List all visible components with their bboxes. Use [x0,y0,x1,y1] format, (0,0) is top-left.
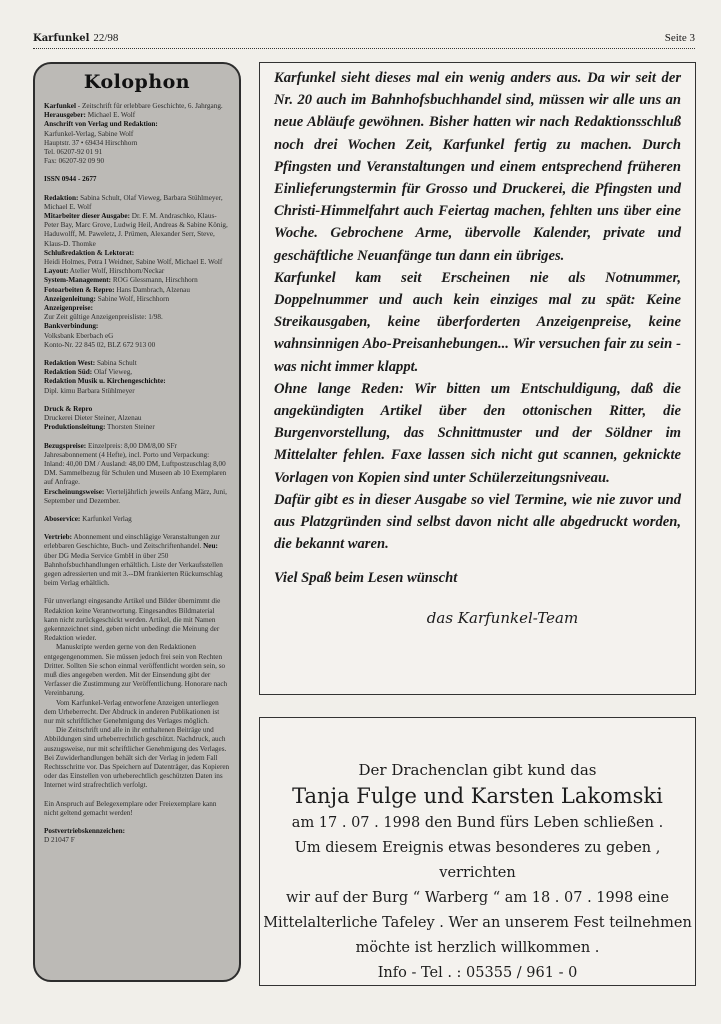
editorial-signature: das Karfunkel-Team [426,608,579,627]
colophon-post: D 21047 F [44,836,75,845]
colophon-bank-label: Bankverbindung: [44,322,99,331]
colophon-legal-2: Manuskripte werden gerne von den Redaktionen entgegengenommen. Sie müssen jedoch frei sein von Rechten Dritter. Sollten Sie schon einmal veröffentlicht worden sein, so muß dies angegeben werden. Mit der Einsendung gibt der Verfasser die Zustimmung zur Veröffentlichung. Honorare nach Vereinbarung. [44,643,228,698]
editorial-paragraph-4: Dafür gibt es in dieser Ausgabe so viel Termine, wie nie zuvor und aus Platzgründen sind selbst davon nicht alle abgedruckt worden, die bekannt waren. [274,491,681,553]
colophon-panel [33,62,241,982]
announcement-line-3: am 17 . 07 . 1998 den Bund fürs Leben schließen . [291,815,664,831]
colophon-anzeigenpreise-label: Anzeigenpreise: [44,304,93,313]
colophon-address-1: Karfunkel-Verlag, Sabine Wolf [44,129,134,138]
colophon-fax: Fax: 06207-92 09 90 [44,157,105,166]
colophon-erscheinung: Erscheinungsweise: Vierteljährlich jeweils Anfang März, Juni, September und Dezember. [44,487,227,505]
colophon-sysman: System-Management: ROG Glessmann, Hirschhorn [44,276,198,285]
colophon-bank-1: Volksbank Eberbach eG [44,331,114,340]
colophon-tel: Tel. 06207-92 01 91 [44,148,103,157]
colophon-produktion: Produktionsleitung: Thorsten Steiner [44,423,155,432]
editorial-box [259,62,696,695]
page-header [33,30,695,49]
editorial-paragraph-3: Ohne lange Reden: Wir bitten um Entschuldigung, daß die angekündigten Artikel über den ottonischen Ritter, die Burgenvorstellung, das Schnittmuster und der Söldner im Mittelalter fehlen. Faxe lassen sich nicht gut scannen, geknickte Vorlagen von Kopien sind unter Schülerzeitungsniveau. [274,380,681,486]
colophon-bezug: Bezugspreise: Einzelpreis: 8,00 DM/8,00 SFr Jahresabonnement (4 Hefte), incl. Porto und Verpackung: Inland: 40,00 DM / Ausland: 48,00 DM, Luftpostzuschlag 8,00 DM. Sammelbezug für Schulen und Museen ab 10 Exemplaren auf Anfrage. [44,441,227,487]
colophon-redaktion: Redaktion: Sabina Schult, Olaf Vieweg, Barbara Stühlmeyer, Michael E. Wolf [44,193,223,211]
announcement-line-1: Der Drachenclan gibt kund das [358,761,597,779]
colophon-intro: Karfunkel - Zeitschrift für erlebbare Geschichte, 6. Jahrgang. [44,102,223,110]
colophon-musik: Dipl. kimu Barbara Stühlmeyer [44,386,135,395]
colophon-address-2: Hauptstr. 37 • 69434 Hirschhorn [44,138,138,147]
colophon-beleg: Ein Anspruch auf Belegexemplare oder Freiexemplare kann nicht geltend gemacht werden! [44,799,217,817]
colophon-mitarbeiter: Mitarbeiter dieser Ausgabe: Dr. F. M. Andraschko, Klaus-Peter Bay, Marc Grove, Ludwig Heil, Andreas & Sabine König, Haduwolff, M. Paweletz, J. Prümen, Alexander Serr, Steve, Klaus-D. Thomke [44,212,228,248]
colophon-lektorat-label: Schlußredaktion & Lektorat: [44,248,135,257]
colophon-legal-1: Für unverlangt eingesandte Artikel und Bilder übernimmt die Redaktion keine Verantwortung. Eingesandtes Bildmaterial kann nicht zurückgeschickt werden. Artikel, die mit Namen gekennzeichnet sind, geben nicht unbedingt die Meinung der Redaktion wieder. [44,597,221,643]
editorial-closing: Viel Spaß beim Lesen wünscht [274,570,458,587]
header-brand: Karfunkel [33,33,90,44]
colophon-foto: Fotoarbeiten & Repro: Hans Dambrach, Alzenau [44,285,190,294]
header-issue [33,32,118,44]
colophon-legal-4: Die Zeitschrift und alle in ihr enthaltenen Beiträge und Abbildungen sind urheberrechtlich geschützt. Nachdruck, auch auszugsweise, nur mit schriftlicher Genehmigung des Verlages. Bei Zuwiderhandlungen behält sich der Verlag in jedem Fall Rechtsschritte vor. Das Speichern auf Datenträger, das Kopieren oder das Einstellen von urheberechtlich geschützten Daten ins Internet wird strafrechtlich verfolgt. [44,726,230,790]
editorial-paragraph-1: Karfunkel sieht dieses mal ein wenig anders aus. Da wir seit der Nr. 20 auch im Bahnhofsbuchhandel sind, müssen wir alle uns an neue Abläufe gewöhnen. Bisher hatten wir nach Redaktionsschluß noch drei Wochen Zeit, Karfunkel fertig zu machen. Durch Pfingsten und Veranstaltungen und einem entsprechend früheren Einlieferungstermin für Grosso und Druckerei, die Pfingsten und Christi-Himmelfahrt auch Feiertag machen, fehlten uns über eine Woche. Gebrochene Arme, übervolle Kalender, private und geschäftliche Neuanfänge tun dann ein übriges. [274,70,681,264]
colophon-druck: Druckerei Dieter Steiner, Alzenau [44,414,142,423]
announcement-line-4: Um diesem Ereignis etwas besonderes zu geben , verrichten [294,840,661,881]
page-number: Seite 3 [664,32,695,44]
colophon-abo: Aboservice: Karfunkel Verlag [44,514,132,523]
colophon-druck-label: Druck & Repro [44,404,93,413]
editorial-paragraph-2: Karfunkel kam seit Erscheinen nie als Notnummer, Doppelnummer und auch kein einziges mal zu spät: Keine Streikausgaben, keine überforderten Anzeigenpreise, keine wahnsinnigen Abo-Preisanhebungen... Wir versuchen fair zu sein - was nicht immer klappt. [274,269,681,375]
colophon-sued: Redaktion Süd: Olaf Vieweg, [44,368,133,377]
colophon-issn: ISSN 0944 - 2677 [44,175,97,184]
colophon-anzeigenleitung: Anzeigenleitung: Sabine Wolf, Hirschhorn [44,294,170,303]
colophon-west: Redaktion West: Sabina Schult [44,359,137,368]
colophon-bank-2: Konto-Nr. 22 845 02, BLZ 672 913 00 [44,340,156,349]
colophon-lektorat: Heidi Holmes, Petra I Weidner, Sabine Wolf, Michael E. Wolf [44,258,223,267]
colophon-post-label: Postvertriebskennzeichen: [44,827,126,836]
colophon-anzeigenpreise: Zur Zeit gültige Anzeigenpreisliste: 1/98. [44,313,163,322]
announcement-line-6: Mittelalterliche Tafeley . Wer an unserem Fest teilnehmen [263,915,692,931]
announcement-contact: Info - Tel . : 05355 / 961 - 0 [377,965,578,981]
colophon-publisher: Herausgeber: Michael E. Wolf [44,111,136,120]
colophon-musik-label: Redaktion Musik u. Kirchengeschichte: [44,377,166,386]
announcement-line-7: möchte ist herzlich willkommen . [355,940,600,956]
header-issue-number: 22/98 [93,32,119,44]
announcement-line-5: wir auf der Burg “ Warberg “ am 18 . 07 . 1998 eine [286,890,669,906]
colophon-legal-3: Vom Karfunkel-Verlag entworfene Anzeigen unterliegen dem Urheberrecht. Der Abdruck in anderen Publikationen ist nur mit schriftlicher Genehmigung des Verlages möglich. [44,698,220,725]
colophon-title: Kolophon [83,71,191,93]
wedding-announcement [259,717,696,986]
colophon-address-label: Anschrift von Verlag und Redaktion: [44,120,158,129]
colophon-vertrieb: Vertrieb: Abonnement und einschlägige Veranstaltungen zur erlebbaren Geschichte, Buch- und Zeitschriftenhandel. Neu: über DG Media Service GmbH in über 250 Bahnhofsbuchhandlungen erhältlich. Liste der Verkaufsstellen gegen adressierten und mit 3.--DM frankierten Rückumschlag beim Verlag erhältlich. [44,533,223,588]
announcement-names: Tanja Fulge und Karsten Lakomski [292,784,663,808]
colophon-layout: Layout: Atelier Wolf, Hirschhorn/Neckar [44,267,165,276]
